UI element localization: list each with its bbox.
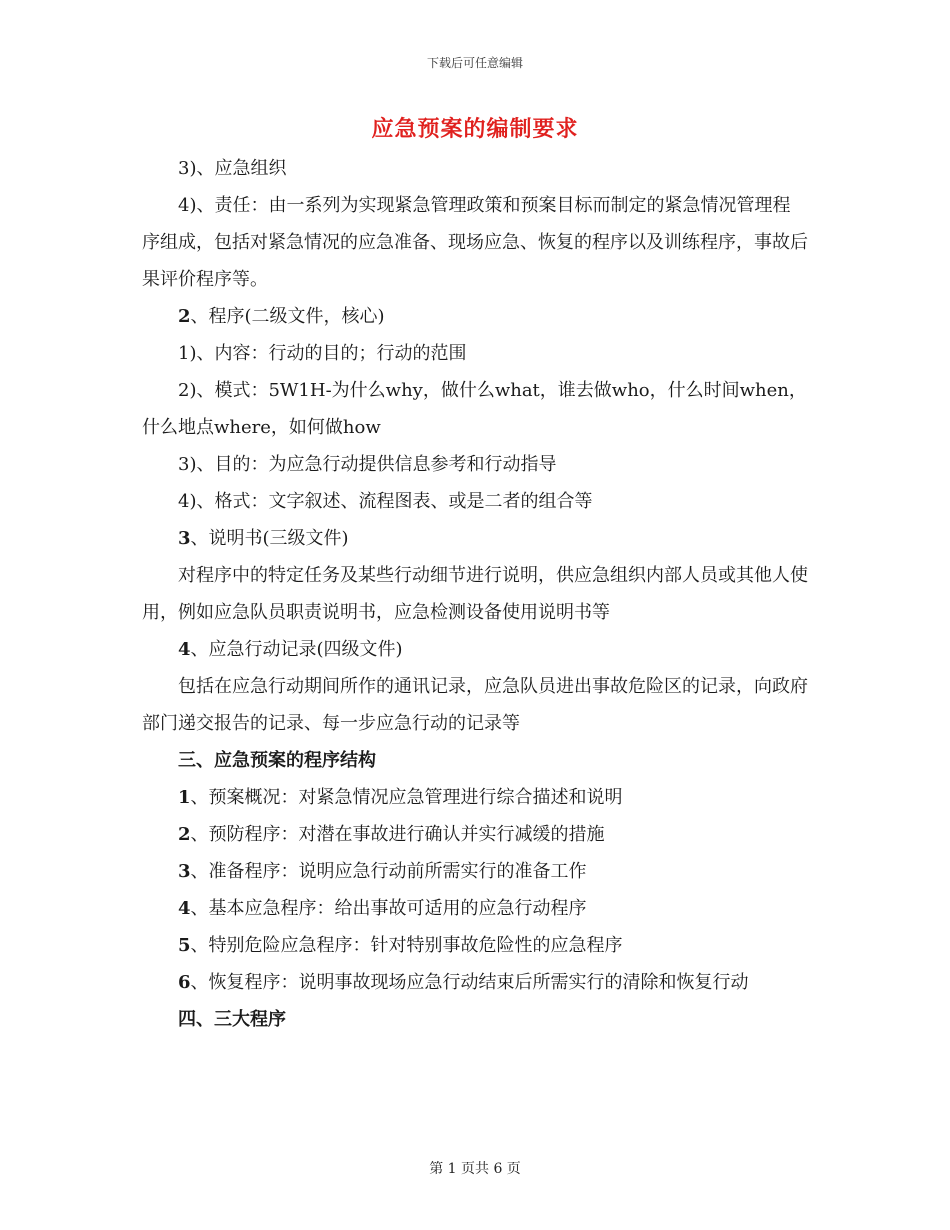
section-heading: 四、三大程序 xyxy=(178,1009,286,1030)
paragraph: 4)、格式：文字叙述、流程图表、或是二者的组合等 xyxy=(178,491,593,512)
paragraph: 4、基本应急程序：给出事故可适用的应急行动程序 xyxy=(178,898,587,919)
page-number: 第 1 页共 6 页 xyxy=(429,1161,521,1177)
paragraph: 5、特别危险应急程序：针对特别事故危险性的应急程序 xyxy=(178,935,623,956)
paragraph: 2)、模式：5W1H-为什么why，做什么what，谁去做who，什么时间when，什么地点where，如何做how xyxy=(142,380,807,438)
document-title: 应急预案的编制要求 xyxy=(371,116,579,142)
paragraph: 3、准备程序：说明应急行动前所需实行的准备工作 xyxy=(178,861,587,882)
paragraph: 6、恢复程序：说明事故现场应急行动结束后所需实行的清除和恢复行动 xyxy=(178,972,749,993)
header-note: 下载后可任意编辑 xyxy=(426,56,523,70)
paragraph: 4)、责任：由一系列为实现紧急管理政策和预案目标而制定的紧急情况管理程序组成，包括对紧急情况的应急准备、现场应急、恢复的程序以及训练程序，事故后果评价程序等。 xyxy=(142,195,808,290)
paragraph: 对程序中的特定任务及某些行动细节进行说明，供应急组织内部人员或其他人使用，例如应急队员职责说明书，应急检测设备使用说明书等 xyxy=(142,565,808,623)
paragraph: 3)、应急组织 xyxy=(178,158,287,179)
paragraph: 1)、内容：行动的目的；行动的范围 xyxy=(178,343,467,364)
section-heading: 三、应急预案的程序结构 xyxy=(178,750,376,771)
paragraph: 4、应急行动记录(四级文件) xyxy=(178,639,403,660)
document-body xyxy=(142,150,808,1038)
paragraph: 1、预案概况：对紧急情况应急管理进行综合描述和说明 xyxy=(178,787,623,808)
paragraph: 3、说明书(三级文件) xyxy=(178,528,349,549)
paragraph: 包括在应急行动期间所作的通讯记录，应急队员进出事故危险区的记录，向政府部门递交报告的记录、每一步应急行动的记录等 xyxy=(142,676,808,734)
paragraph: 2、程序(二级文件，核心) xyxy=(178,306,385,327)
paragraph: 2、预防程序：对潜在事故进行确认并实行减缓的措施 xyxy=(178,824,605,845)
paragraph: 3)、目的：为应急行动提供信息参考和行动指导 xyxy=(178,454,557,475)
